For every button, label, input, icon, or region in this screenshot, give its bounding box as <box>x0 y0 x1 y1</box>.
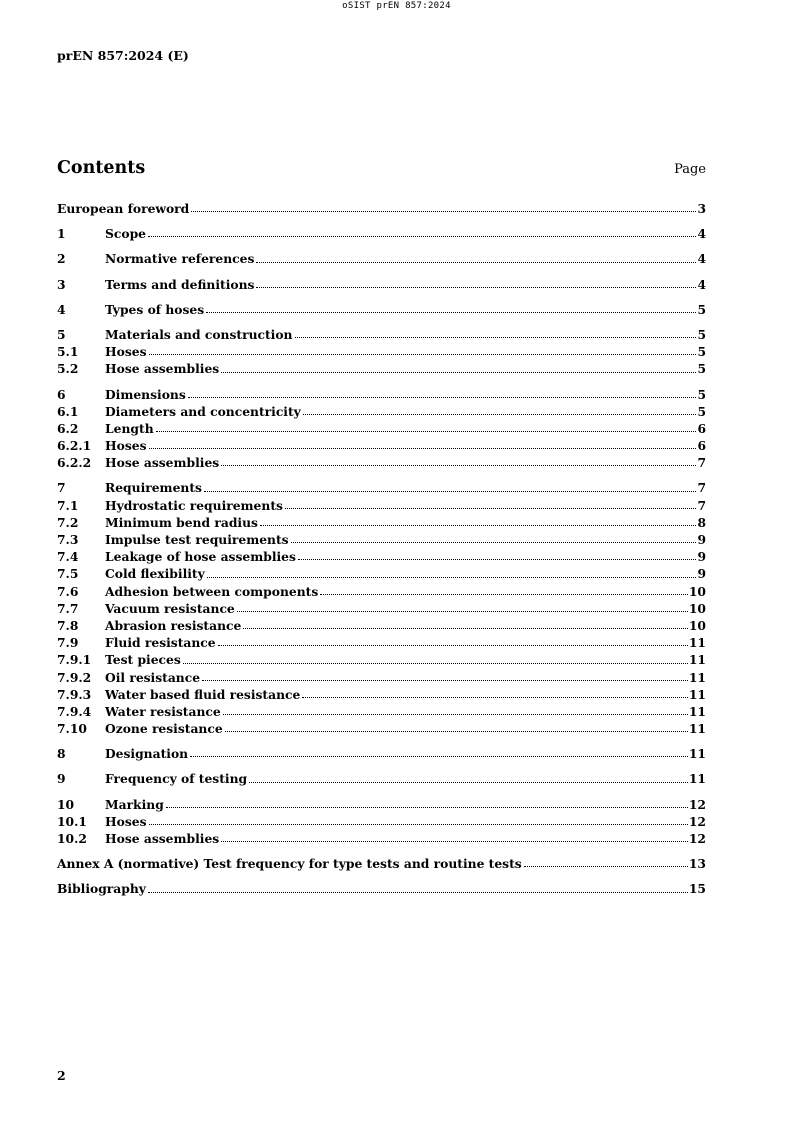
toc-entry-title: Hoses <box>105 344 147 360</box>
watermark-text: oSIST prEN 857:2024 <box>342 1 451 11</box>
toc-entry-page: 15 <box>688 881 706 897</box>
toc-dot-leader <box>285 507 697 509</box>
toc-entry[interactable] <box>57 277 706 294</box>
toc-entry-number: 7.9.3 <box>57 686 92 702</box>
toc-dot-leader <box>237 610 688 612</box>
toc-entry-title: Types of hoses <box>105 301 205 317</box>
toc-entry[interactable] <box>57 387 706 404</box>
toc-entry[interactable] <box>57 584 706 601</box>
page-number: 2 <box>57 1068 66 1083</box>
toc-entry[interactable] <box>57 455 706 472</box>
toc-entry[interactable] <box>57 771 706 788</box>
toc-entry-number: 6.2 <box>57 420 79 436</box>
toc-entry-title: Water based fluid resistance <box>105 686 301 702</box>
toc-dot-leader <box>225 730 688 732</box>
toc-dot-leader <box>260 524 696 526</box>
document-id: prEN 857:2024 (E) <box>57 48 189 63</box>
toc-entry-page: 11 <box>688 746 706 762</box>
toc-entry[interactable] <box>57 704 706 721</box>
toc-entry-page: 11 <box>688 669 706 685</box>
toc-entry-number: 5.2 <box>57 361 79 377</box>
toc-entry-title: Vacuum resistance <box>105 600 235 616</box>
toc-entry-page: 13 <box>688 856 706 872</box>
toc-entry-number: 4 <box>57 301 66 317</box>
toc-entry-number: 2 <box>57 251 66 267</box>
toc-dot-leader <box>298 558 697 560</box>
toc-dot-leader <box>218 644 688 646</box>
toc-entry-title: Hose assemblies <box>105 455 220 471</box>
toc-entry-page: 11 <box>688 771 706 787</box>
toc-entry-number: 6.2.1 <box>57 438 92 454</box>
toc-entry[interactable] <box>57 438 706 455</box>
toc-dot-leader <box>190 755 688 757</box>
toc-entry-page: 9 <box>697 566 706 582</box>
toc-entry-page: 9 <box>697 532 706 547</box>
toc-entry-number: 7.6 <box>57 583 79 599</box>
toc-entry-title: Materials and construction <box>105 326 293 342</box>
toc-entry-title: Annex A (normative) Test frequency for type tests and routine tests <box>57 856 522 872</box>
toc-entry[interactable] <box>57 361 706 378</box>
toc-entry-number: 6 <box>57 386 66 402</box>
toc-entry-page: 3 <box>697 201 706 216</box>
toc-entry-page: 5 <box>697 326 706 342</box>
toc-dot-leader <box>302 696 688 698</box>
toc-dot-leader <box>295 336 697 338</box>
toc-dot-leader <box>202 679 688 681</box>
toc-entry[interactable] <box>57 721 706 738</box>
toc-entry[interactable] <box>57 327 706 344</box>
toc-entry-title: Requirements <box>105 480 202 496</box>
toc-entry-page: 11 <box>688 686 706 702</box>
toc-entry[interactable] <box>57 856 706 873</box>
toc-entry[interactable] <box>57 670 706 687</box>
toc-dot-leader <box>188 396 697 398</box>
toc-entry[interactable] <box>57 566 706 583</box>
toc-entry-page: 5 <box>697 386 706 402</box>
toc-entry[interactable] <box>57 515 706 532</box>
toc-entry[interactable] <box>57 344 706 361</box>
toc-entry-number: 5.1 <box>57 344 79 360</box>
toc-dot-leader <box>207 576 697 578</box>
toc-entry-page: 11 <box>688 703 706 719</box>
toc-dot-leader <box>221 371 696 373</box>
toc-entry[interactable] <box>57 797 706 814</box>
toc-entry-page: 7 <box>697 455 706 471</box>
toc-entry-page: 4 <box>697 276 706 292</box>
toc-entry[interactable] <box>57 404 706 421</box>
toc-dot-leader <box>149 447 697 449</box>
toc-entry-page: 6 <box>697 438 706 454</box>
toc-entry[interactable] <box>57 601 706 618</box>
toc-entry[interactable] <box>57 251 706 268</box>
toc-entry-page: 10 <box>688 617 706 633</box>
toc-entry[interactable] <box>57 302 706 319</box>
toc-entry[interactable] <box>57 498 706 515</box>
toc-entry-title: Hoses <box>105 438 147 454</box>
toc-entry-title: Diameters and concentricity <box>105 403 301 419</box>
toc-entry[interactable] <box>57 652 706 669</box>
toc-entry-title: Water resistance <box>105 703 221 719</box>
toc-entry-number: 7.2 <box>57 514 79 530</box>
toc-dot-leader <box>183 662 688 664</box>
toc-entry-number: 7.9.1 <box>57 652 92 668</box>
toc-entry-title: Cold flexibility <box>105 566 205 582</box>
toc-entry[interactable] <box>57 480 706 497</box>
toc-entry-number: 7.4 <box>57 549 79 565</box>
toc-entry[interactable] <box>57 421 706 438</box>
toc-entry-title: Marking <box>105 796 164 812</box>
toc-entry[interactable] <box>57 831 706 848</box>
toc-entry-page: 12 <box>688 796 706 812</box>
toc-dot-leader <box>156 430 697 432</box>
toc-entry-number: 3 <box>57 276 66 292</box>
toc-entry-title: Leakage of hose assemblies <box>105 549 296 565</box>
toc-entry-number: 7.9.4 <box>57 703 92 719</box>
toc-entry[interactable] <box>57 201 706 218</box>
toc-entry-page: 11 <box>688 652 706 668</box>
toc-entry-page: 5 <box>697 301 706 317</box>
toc-entry-title: Bibliography <box>57 881 146 897</box>
toc-dot-leader <box>243 627 688 629</box>
toc-entry-number: 7.10 <box>57 721 87 737</box>
toc-entry[interactable] <box>57 814 706 831</box>
toc-entry-title: Scope <box>105 226 146 242</box>
toc-entry[interactable] <box>57 549 706 566</box>
toc-entry-title: Frequency of testing <box>105 771 248 787</box>
toc-entry-title: Abrasion resistance <box>105 617 242 633</box>
toc-entry-title: Minimum bend radius <box>105 514 258 530</box>
toc-entry-page: 5 <box>697 403 706 419</box>
toc-dot-leader <box>149 353 697 355</box>
toc-entry-title: Hose assemblies <box>105 831 220 846</box>
toc-entry-number: 7.5 <box>57 566 79 582</box>
toc-dot-leader <box>148 235 696 237</box>
toc-entry-page: 5 <box>697 361 706 377</box>
toc-entry-title: Length <box>105 420 154 436</box>
toc-entry-page: 10 <box>688 600 706 616</box>
contents-heading: Contents <box>57 158 146 178</box>
table-of-contents <box>57 201 706 899</box>
toc-entry-number: 7.8 <box>57 617 79 633</box>
toc-entry-title: European foreword <box>57 201 190 216</box>
toc-dot-leader <box>191 210 696 212</box>
toc-entry-page: 12 <box>688 831 706 846</box>
toc-entry[interactable] <box>57 226 706 243</box>
toc-entry-number: 7 <box>57 480 66 496</box>
toc-entry[interactable] <box>57 635 706 652</box>
toc-entry[interactable] <box>57 881 706 898</box>
toc-dot-leader <box>148 891 688 893</box>
toc-entry[interactable] <box>57 532 706 549</box>
toc-entry-title: Adhesion between components <box>105 583 319 599</box>
toc-entry-title: Fluid resistance <box>105 635 216 651</box>
page-column-label: Page <box>674 162 706 177</box>
toc-entry-number: 7.9.2 <box>57 669 92 685</box>
toc-entry-number: 7.9 <box>57 635 79 651</box>
toc-entry-number: 6.2.2 <box>57 455 92 471</box>
toc-entry-number: 9 <box>57 771 66 787</box>
toc-entry-page: 11 <box>688 721 706 737</box>
toc-dot-leader <box>320 593 688 595</box>
toc-entry-title: Normative references <box>105 251 255 267</box>
toc-entry-title: Impulse test requirements <box>105 532 289 547</box>
toc-entry-page: 6 <box>697 420 706 436</box>
toc-entry-title: Terms and definitions <box>105 276 255 292</box>
toc-entry-title: Designation <box>105 746 189 762</box>
toc-entry-number: 1 <box>57 226 66 242</box>
toc-entry-title: Ozone resistance <box>105 721 223 737</box>
toc-entry-page: 9 <box>697 549 706 565</box>
toc-entry-number: 8 <box>57 746 66 762</box>
toc-entry-page: 7 <box>697 497 706 513</box>
toc-entry-title: Oil resistance <box>105 669 201 685</box>
toc-entry-number: 10 <box>57 796 75 812</box>
toc-dot-leader <box>204 490 697 492</box>
toc-entry-page: 5 <box>697 344 706 360</box>
toc-entry-page: 12 <box>688 813 706 829</box>
toc-entry[interactable] <box>57 746 706 763</box>
toc-dot-leader <box>256 286 696 288</box>
toc-entry-number: 7.1 <box>57 497 79 513</box>
toc-entry-title: Hoses <box>105 813 147 829</box>
toc-entry-number: 7.3 <box>57 532 79 547</box>
toc-entry-page: 7 <box>697 480 706 496</box>
toc-entry-title: Dimensions <box>105 386 186 402</box>
toc-entry[interactable] <box>57 618 706 635</box>
toc-dot-leader <box>221 840 688 842</box>
toc-entry-number: 10.2 <box>57 831 87 846</box>
toc-entry[interactable] <box>57 687 706 704</box>
toc-entry-title: Hose assemblies <box>105 361 220 377</box>
toc-dot-leader <box>249 781 688 783</box>
toc-entry-number: 10.1 <box>57 813 87 829</box>
toc-entry-title: Test pieces <box>105 652 181 668</box>
toc-dot-leader <box>221 464 696 466</box>
toc-dot-leader <box>303 413 697 415</box>
toc-dot-leader <box>166 806 688 808</box>
toc-entry-page: 8 <box>697 514 706 530</box>
toc-entry-title: Hydrostatic requirements <box>105 497 283 513</box>
toc-entry-number: 5 <box>57 326 66 342</box>
toc-dot-leader <box>149 823 688 825</box>
toc-entry-number: 7.7 <box>57 600 79 616</box>
toc-entry-page: 4 <box>697 251 706 267</box>
toc-dot-leader <box>256 261 696 263</box>
toc-dot-leader <box>524 865 688 867</box>
toc-entry-page: 4 <box>697 226 706 242</box>
toc-dot-leader <box>291 541 697 543</box>
toc-dot-leader <box>223 713 688 715</box>
toc-entry-page: 11 <box>688 635 706 651</box>
toc-entry-number: 6.1 <box>57 403 79 419</box>
toc-entry-page: 10 <box>688 583 706 599</box>
toc-dot-leader <box>206 311 696 313</box>
